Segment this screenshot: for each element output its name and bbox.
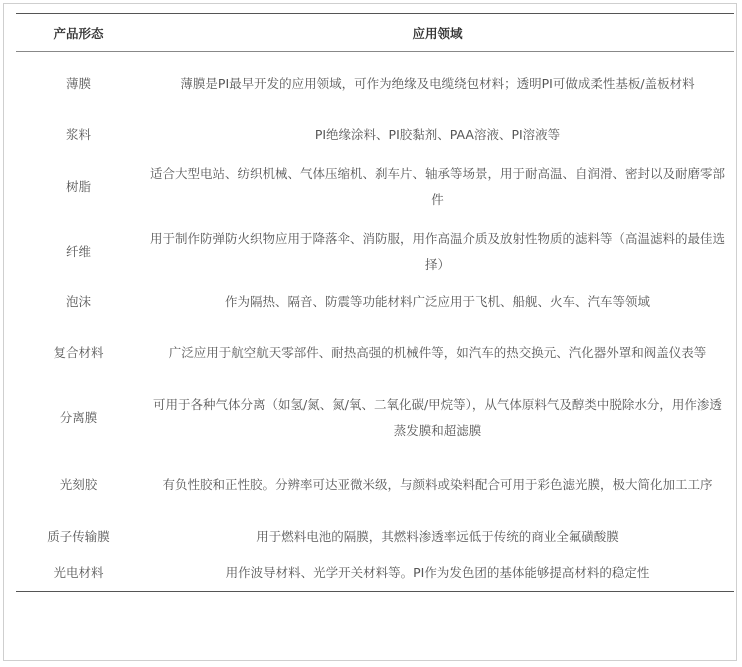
- product-form-cell: 光电材料: [16, 556, 141, 592]
- table-row: [16, 321, 734, 386]
- table-row: [16, 556, 734, 592]
- application-cell: PI绝缘涂料、PI胶黏剂、PAA溶液、PI溶液等: [314, 126, 561, 142]
- product-form-cell: 复合材料: [53, 345, 104, 360]
- application-cell: 用于燃料电池的隔膜，其燃料渗透率远低于传统的商业全氟磺酸膜: [256, 529, 619, 544]
- product-form-cell: 纤维: [65, 243, 91, 259]
- product-form-cell: 分离膜: [59, 410, 98, 425]
- application-cell: 用作波导材料、光学开关材料等。PI作为发色团的基体能够提高材料的稳定性: [141, 556, 734, 592]
- application-cell: 广泛应用于航空航天零部件、耐热高强的机械件等，如汽车的热交换元、汽化器外罩和阀盖仪表等: [168, 345, 707, 360]
- product-form-cell: 质子传输膜: [47, 529, 110, 544]
- table-frame: [3, 3, 737, 661]
- table-row: [16, 284, 734, 321]
- table-row: [16, 52, 734, 116]
- application-cell: 用于制作防弹防火织物应用于降落伞、消防服，用作高温介质及放射性物质的滤料等（高温滤料的最佳选择）: [149, 230, 725, 272]
- table-row: [16, 519, 734, 556]
- application-cell: 薄膜是PI最早开发的应用领域，可作为绝缘及电缆绕包材料；透明PI可做成柔性基板/盖板材料: [180, 75, 695, 91]
- application-cell: 可用于各种气体分离（如氢/氮、氮/氧、二氧化碳/甲烷等），从气体原料气及醇类中脱除水分，用作渗透蒸发膜和超滤膜: [153, 397, 722, 438]
- product-application-table: [16, 13, 734, 592]
- product-form-cell: 树脂: [65, 178, 91, 194]
- table-row: [16, 220, 734, 284]
- product-form-cell: 薄膜: [65, 75, 91, 91]
- product-form-cell: 泡沫: [65, 294, 91, 309]
- application-cell: 有负性胶和正性胶。分辨率可达亚微米级，与颜料或染料配合可用于彩色滤光膜，极大简化加工工序: [162, 476, 713, 492]
- table-row: [16, 154, 734, 220]
- table-row: [16, 386, 734, 451]
- product-form-cell: 光刻胶: [59, 476, 98, 492]
- header-application-field: 应用领域: [141, 14, 734, 52]
- product-form-cell: 浆料: [65, 126, 91, 142]
- application-cell: 作为隔热、隔音、防震等功能材料广泛应用于飞机、船舰、火车、汽车等领域: [224, 294, 650, 309]
- table-row: [16, 451, 734, 519]
- table-row: [16, 116, 734, 154]
- application-cell: 适合大型电站、纺织机械、气体压缩机、刹车片、轴承等场景，用于耐高温、自润滑、密封以及耐磨零部件: [149, 165, 725, 207]
- table-header-row: [16, 14, 734, 52]
- header-product-form: 产品形态: [16, 14, 141, 52]
